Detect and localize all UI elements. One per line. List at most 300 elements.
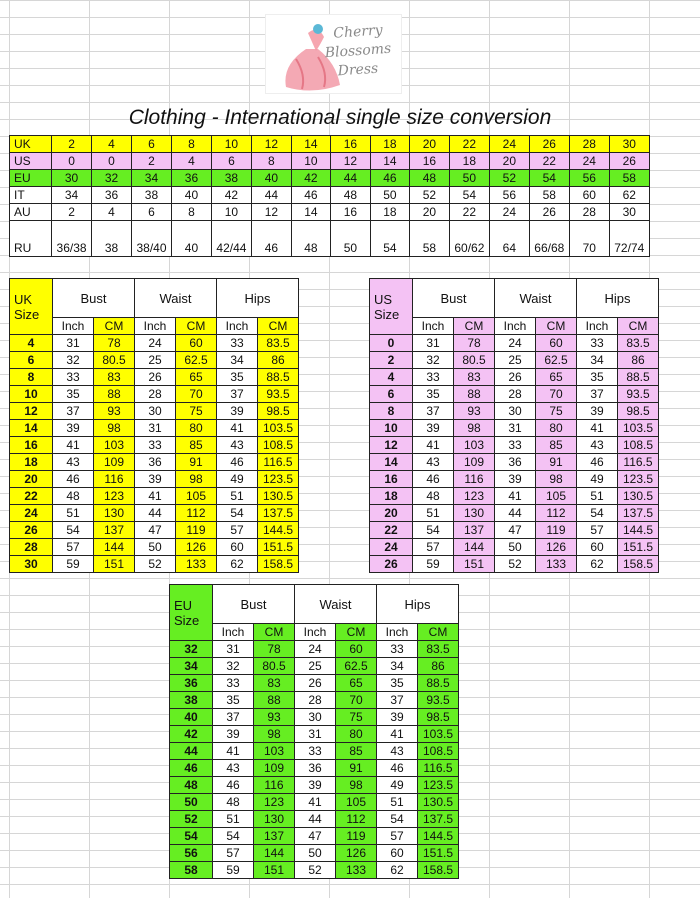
eu-measure-cell: 98 [254, 726, 295, 743]
uk-measure-cell: 108.5 [258, 437, 299, 454]
us-measure-cell: 62 [577, 556, 618, 573]
eu-measure-cell: 98 [336, 777, 377, 794]
conversion-cell: 46 [252, 221, 292, 257]
eu-measure-cell: 88 [254, 692, 295, 709]
conversion-cell: 12 [252, 136, 292, 153]
uk-size-cell: 12 [10, 403, 53, 420]
eu-row [170, 828, 459, 845]
us-measure-cell: 86 [618, 352, 659, 369]
eu-measure-cell: 144 [254, 845, 295, 862]
conversion-cell: 54 [370, 221, 410, 257]
us-measure-cell: 91 [536, 454, 577, 471]
us-measure-cell: 57 [577, 522, 618, 539]
eu-measure-cell: 158.5 [418, 862, 459, 879]
us-measure-cell: 108.5 [618, 437, 659, 454]
uk-measure-cell: 47 [135, 522, 176, 539]
us-row [370, 505, 659, 522]
logo-line-2: Blossoms [324, 40, 392, 62]
uk-measure-cell: 112 [176, 505, 217, 522]
eu-row [170, 658, 459, 675]
conversion-cell: 20 [410, 136, 450, 153]
us-cm-header: CM [454, 318, 495, 335]
conversion-cell: 50 [370, 187, 410, 204]
uk-row [10, 369, 299, 386]
us-measure-cell: 57 [413, 539, 454, 556]
eu-measure-cell: 144.5 [418, 828, 459, 845]
conversion-row-label: EU [10, 170, 52, 187]
eu-measure-cell: 80 [336, 726, 377, 743]
us-waist-header: Waist [495, 279, 577, 318]
uk-measure-cell: 46 [53, 471, 94, 488]
conversion-cell: 46 [370, 170, 410, 187]
eu-measure-cell: 137 [254, 828, 295, 845]
conversion-cell: 42 [211, 187, 251, 204]
uk-bust-header: Bust [53, 279, 135, 318]
uk-measure-cell: 25 [135, 352, 176, 369]
uk-size-cell: 10 [10, 386, 53, 403]
uk-measure-cell: 26 [135, 369, 176, 386]
page-title: Clothing - International single size conversion [128, 106, 552, 129]
eu-size-cell: 42 [170, 726, 213, 743]
size-conversion-table [9, 135, 650, 257]
eu-measure-cell: 39 [295, 777, 336, 794]
us-measure-cell: 37 [413, 403, 454, 420]
us-measure-cell: 33 [413, 369, 454, 386]
uk-size-header: UK Size [10, 279, 53, 335]
eu-measurement-table [169, 584, 459, 879]
eu-measure-cell: 86 [418, 658, 459, 675]
us-measure-cell: 93.5 [618, 386, 659, 403]
uk-size-cell: 30 [10, 556, 53, 573]
conversion-cell: 38 [131, 187, 171, 204]
uk-measure-cell: 41 [53, 437, 94, 454]
eu-measure-cell: 50 [295, 845, 336, 862]
conversion-cell: 72/74 [609, 221, 649, 257]
conversion-cell: 10 [291, 153, 331, 170]
us-row [370, 352, 659, 369]
uk-row [10, 471, 299, 488]
uk-measure-cell: 49 [217, 471, 258, 488]
conversion-cell: 2 [131, 153, 171, 170]
conversion-cell: 58 [529, 187, 569, 204]
uk-measure-cell: 103.5 [258, 420, 299, 437]
uk-row [10, 386, 299, 403]
uk-measure-cell: 44 [135, 505, 176, 522]
eu-measure-cell: 48 [213, 794, 254, 811]
conversion-cell: 24 [490, 204, 530, 221]
eu-measure-cell: 80.5 [254, 658, 295, 675]
us-measure-cell: 46 [413, 471, 454, 488]
uk-measure-cell: 28 [135, 386, 176, 403]
eu-measure-cell: 44 [295, 811, 336, 828]
conversion-row-label: IT [10, 187, 52, 204]
eu-measure-cell: 151 [254, 862, 295, 879]
eu-size-cell: 58 [170, 862, 213, 879]
eu-measure-cell: 60 [336, 641, 377, 658]
eu-measure-cell: 37 [213, 709, 254, 726]
conversion-cell: 40 [252, 170, 292, 187]
eu-inch-header: Inch [295, 624, 336, 641]
eu-measure-cell: 51 [213, 811, 254, 828]
uk-measure-cell: 31 [135, 420, 176, 437]
eu-measure-cell: 116.5 [418, 760, 459, 777]
eu-measure-cell: 78 [254, 641, 295, 658]
us-measure-cell: 103 [454, 437, 495, 454]
eu-measure-cell: 49 [377, 777, 418, 794]
uk-row [10, 335, 299, 352]
conversion-row-au [10, 204, 650, 221]
us-size-cell: 6 [370, 386, 413, 403]
us-measure-cell: 133 [536, 556, 577, 573]
conversion-cell: 52 [490, 170, 530, 187]
uk-measure-cell: 126 [176, 539, 217, 556]
uk-measure-cell: 30 [135, 403, 176, 420]
eu-row [170, 641, 459, 658]
conversion-cell: 40 [172, 221, 212, 257]
logo-line-3: Dress [337, 60, 379, 80]
conversion-cell: 26 [529, 136, 569, 153]
eu-size-cell: 56 [170, 845, 213, 862]
conversion-cell: 56 [570, 170, 610, 187]
us-measure-cell: 49 [577, 471, 618, 488]
us-size-cell: 4 [370, 369, 413, 386]
uk-measure-cell: 83.5 [258, 335, 299, 352]
uk-measure-cell: 34 [217, 352, 258, 369]
eu-size-cell: 38 [170, 692, 213, 709]
us-size-cell: 12 [370, 437, 413, 454]
conversion-cell: 42/44 [211, 221, 251, 257]
us-row [370, 420, 659, 437]
uk-measure-cell: 33 [53, 369, 94, 386]
eu-measure-cell: 35 [377, 675, 418, 692]
uk-measure-cell: 105 [176, 488, 217, 505]
us-measure-cell: 75 [536, 403, 577, 420]
us-measure-cell: 151 [454, 556, 495, 573]
us-measure-cell: 33 [577, 335, 618, 352]
uk-cm-header: CM [176, 318, 217, 335]
eu-bust-header: Bust [213, 585, 295, 624]
uk-measure-cell: 32 [53, 352, 94, 369]
uk-measure-cell: 80 [176, 420, 217, 437]
conversion-cell: 42 [291, 170, 331, 187]
eu-row [170, 726, 459, 743]
us-measure-cell: 83 [454, 369, 495, 386]
uk-size-cell: 8 [10, 369, 53, 386]
us-measure-cell: 41 [495, 488, 536, 505]
eu-cm-header: CM [254, 624, 295, 641]
eu-measure-cell: 30 [295, 709, 336, 726]
conversion-cell: 10 [211, 136, 251, 153]
eu-measure-cell: 151.5 [418, 845, 459, 862]
us-measure-cell: 32 [413, 352, 454, 369]
eu-row [170, 743, 459, 760]
uk-measure-cell: 54 [53, 522, 94, 539]
conversion-cell: 0 [51, 153, 91, 170]
conversion-cell: 4 [92, 204, 132, 221]
conversion-cell: 50 [331, 221, 371, 257]
uk-measure-cell: 144 [94, 539, 135, 556]
uk-measure-cell: 59 [53, 556, 94, 573]
conversion-cell: 20 [490, 153, 530, 170]
conversion-cell: 28 [570, 204, 610, 221]
eu-measure-cell: 112 [336, 811, 377, 828]
uk-measure-cell: 35 [217, 369, 258, 386]
uk-measure-cell: 85 [176, 437, 217, 454]
uk-waist-header: Waist [135, 279, 217, 318]
eu-measure-cell: 123.5 [418, 777, 459, 794]
eu-measure-cell: 130 [254, 811, 295, 828]
logo-text [318, 23, 398, 80]
conversion-cell: 8 [172, 136, 212, 153]
uk-measure-cell: 78 [94, 335, 135, 352]
uk-cm-header: CM [94, 318, 135, 335]
eu-row [170, 862, 459, 879]
eu-cm-header: CM [418, 624, 459, 641]
uk-measure-cell: 130.5 [258, 488, 299, 505]
us-measure-cell: 31 [413, 335, 454, 352]
uk-inch-header: Inch [135, 318, 176, 335]
us-measure-cell: 28 [495, 386, 536, 403]
eu-measure-cell: 59 [213, 862, 254, 879]
uk-measure-cell: 60 [217, 539, 258, 556]
conversion-cell: 8 [172, 204, 212, 221]
conversion-cell: 48 [331, 187, 371, 204]
us-measure-cell: 47 [495, 522, 536, 539]
us-measure-cell: 48 [413, 488, 454, 505]
uk-size-cell: 28 [10, 539, 53, 556]
eu-measure-cell: 103.5 [418, 726, 459, 743]
us-size-cell: 14 [370, 454, 413, 471]
eu-measure-cell: 123 [254, 794, 295, 811]
conversion-cell: 62 [609, 187, 649, 204]
conversion-row-label: US [10, 153, 52, 170]
us-measurement-table [369, 278, 659, 573]
conversion-cell: 18 [370, 204, 410, 221]
us-row [370, 369, 659, 386]
us-size-cell: 16 [370, 471, 413, 488]
us-size-cell: 22 [370, 522, 413, 539]
uk-measure-cell: 144.5 [258, 522, 299, 539]
conversion-cell: 24 [570, 153, 610, 170]
eu-size-cell: 48 [170, 777, 213, 794]
us-measure-cell: 85 [536, 437, 577, 454]
uk-hips-header: Hips [217, 279, 299, 318]
conversion-cell: 16 [331, 204, 371, 221]
eu-measure-cell: 24 [295, 641, 336, 658]
us-inch-header: Inch [413, 318, 454, 335]
eu-measure-cell: 35 [213, 692, 254, 709]
conversion-row-ru [10, 221, 650, 257]
eu-measure-cell: 108.5 [418, 743, 459, 760]
conversion-cell: 38/40 [131, 221, 171, 257]
uk-measure-cell: 83 [94, 369, 135, 386]
eu-row [170, 692, 459, 709]
uk-measure-cell: 133 [176, 556, 217, 573]
uk-measure-cell: 50 [135, 539, 176, 556]
us-measure-cell: 137.5 [618, 505, 659, 522]
uk-measure-cell: 86 [258, 352, 299, 369]
us-inch-header: Inch [577, 318, 618, 335]
uk-measure-cell: 52 [135, 556, 176, 573]
uk-measure-cell: 109 [94, 454, 135, 471]
conversion-cell: 2 [51, 204, 91, 221]
logo-line-1: Cherry [332, 22, 384, 42]
uk-measure-cell: 57 [53, 539, 94, 556]
uk-size-cell: 6 [10, 352, 53, 369]
eu-measure-cell: 116 [254, 777, 295, 794]
conversion-cell: 26 [529, 204, 569, 221]
uk-measure-cell: 88.5 [258, 369, 299, 386]
us-measure-cell: 80.5 [454, 352, 495, 369]
conversion-cell: 12 [331, 153, 371, 170]
us-measure-cell: 35 [413, 386, 454, 403]
eu-measure-cell: 103 [254, 743, 295, 760]
eu-measure-cell: 62.5 [336, 658, 377, 675]
uk-measure-cell: 123.5 [258, 471, 299, 488]
eu-measure-cell: 26 [295, 675, 336, 692]
eu-unit-row [170, 624, 459, 641]
us-measure-cell: 112 [536, 505, 577, 522]
uk-measurement-table [9, 278, 299, 573]
eu-measure-cell: 41 [295, 794, 336, 811]
eu-measure-cell: 130.5 [418, 794, 459, 811]
uk-row [10, 522, 299, 539]
conversion-cell: 18 [449, 153, 489, 170]
eu-measure-cell: 75 [336, 709, 377, 726]
us-measure-cell: 60 [536, 335, 577, 352]
conversion-cell: 30 [51, 170, 91, 187]
us-measure-cell: 116.5 [618, 454, 659, 471]
eu-measure-cell: 36 [295, 760, 336, 777]
uk-measure-cell: 137.5 [258, 505, 299, 522]
us-unit-row [370, 318, 659, 335]
eu-measure-cell: 54 [377, 811, 418, 828]
eu-measure-cell: 65 [336, 675, 377, 692]
us-row [370, 522, 659, 539]
eu-waist-header: Waist [295, 585, 377, 624]
uk-measure-cell: 33 [217, 335, 258, 352]
us-measure-cell: 98.5 [618, 403, 659, 420]
us-row [370, 471, 659, 488]
eu-size-cell: 46 [170, 760, 213, 777]
eu-measure-cell: 126 [336, 845, 377, 862]
eu-measure-cell: 83.5 [418, 641, 459, 658]
eu-measure-cell: 70 [336, 692, 377, 709]
us-measure-cell: 35 [577, 369, 618, 386]
us-measure-cell: 60 [577, 539, 618, 556]
eu-measure-cell: 54 [213, 828, 254, 845]
conversion-cell: 12 [252, 204, 292, 221]
conversion-cell: 14 [291, 136, 331, 153]
conversion-cell: 16 [331, 136, 371, 153]
uk-measure-cell: 98.5 [258, 403, 299, 420]
eu-measure-cell: 47 [295, 828, 336, 845]
eu-size-cell: 50 [170, 794, 213, 811]
eu-measure-cell: 33 [295, 743, 336, 760]
eu-measure-cell: 25 [295, 658, 336, 675]
uk-measure-cell: 80.5 [94, 352, 135, 369]
conversion-cell: 60 [570, 187, 610, 204]
uk-measure-cell: 39 [53, 420, 94, 437]
eu-size-cell: 32 [170, 641, 213, 658]
eu-measure-cell: 46 [213, 777, 254, 794]
uk-inch-header: Inch [217, 318, 258, 335]
uk-size-cell: 22 [10, 488, 53, 505]
us-size-header: US Size [370, 279, 413, 335]
us-measure-cell: 78 [454, 335, 495, 352]
eu-measure-cell: 37 [377, 692, 418, 709]
uk-measure-cell: 151 [94, 556, 135, 573]
conversion-cell: 56 [490, 187, 530, 204]
uk-measure-cell: 137 [94, 522, 135, 539]
uk-row [10, 352, 299, 369]
conversion-cell: 32 [92, 170, 132, 187]
eu-measure-cell: 83 [254, 675, 295, 692]
uk-row [10, 454, 299, 471]
us-measure-cell: 30 [495, 403, 536, 420]
uk-measure-cell: 37 [217, 386, 258, 403]
conversion-cell: 44 [331, 170, 371, 187]
uk-measure-cell: 123 [94, 488, 135, 505]
uk-measure-cell: 151.5 [258, 539, 299, 556]
us-size-cell: 18 [370, 488, 413, 505]
us-measure-cell: 41 [413, 437, 454, 454]
conversion-cell: 46 [291, 187, 331, 204]
conversion-cell: 54 [529, 170, 569, 187]
eu-inch-header: Inch [213, 624, 254, 641]
eu-size-cell: 52 [170, 811, 213, 828]
eu-row [170, 794, 459, 811]
conversion-cell: 40 [172, 187, 212, 204]
uk-size-cell: 18 [10, 454, 53, 471]
conversion-cell: 6 [131, 204, 171, 221]
us-measure-cell: 123 [454, 488, 495, 505]
us-row [370, 403, 659, 420]
us-size-cell: 24 [370, 539, 413, 556]
eu-measure-cell: 46 [377, 760, 418, 777]
uk-measure-cell: 46 [217, 454, 258, 471]
conversion-cell: 18 [370, 136, 410, 153]
conversion-cell: 8 [252, 153, 292, 170]
uk-measure-cell: 93.5 [258, 386, 299, 403]
brand-logo [265, 14, 402, 94]
us-measure-cell: 33 [495, 437, 536, 454]
us-size-cell: 26 [370, 556, 413, 573]
uk-measure-cell: 31 [53, 335, 94, 352]
us-measure-cell: 123.5 [618, 471, 659, 488]
conversion-cell: 34 [51, 187, 91, 204]
eu-measure-cell: 60 [377, 845, 418, 862]
us-cm-header: CM [536, 318, 577, 335]
us-measure-cell: 24 [495, 335, 536, 352]
uk-measure-cell: 24 [135, 335, 176, 352]
us-measure-cell: 39 [495, 471, 536, 488]
eu-measure-cell: 98.5 [418, 709, 459, 726]
uk-measure-cell: 62.5 [176, 352, 217, 369]
us-header-row [370, 279, 659, 318]
us-measure-cell: 25 [495, 352, 536, 369]
eu-measure-cell: 93 [254, 709, 295, 726]
eu-row [170, 811, 459, 828]
uk-size-cell: 16 [10, 437, 53, 454]
us-measure-cell: 54 [577, 505, 618, 522]
eu-size-cell: 44 [170, 743, 213, 760]
conversion-row-uk [10, 136, 650, 153]
us-measure-cell: 39 [413, 420, 454, 437]
conversion-cell: 48 [410, 170, 450, 187]
uk-size-cell: 14 [10, 420, 53, 437]
eu-header-row [170, 585, 459, 624]
